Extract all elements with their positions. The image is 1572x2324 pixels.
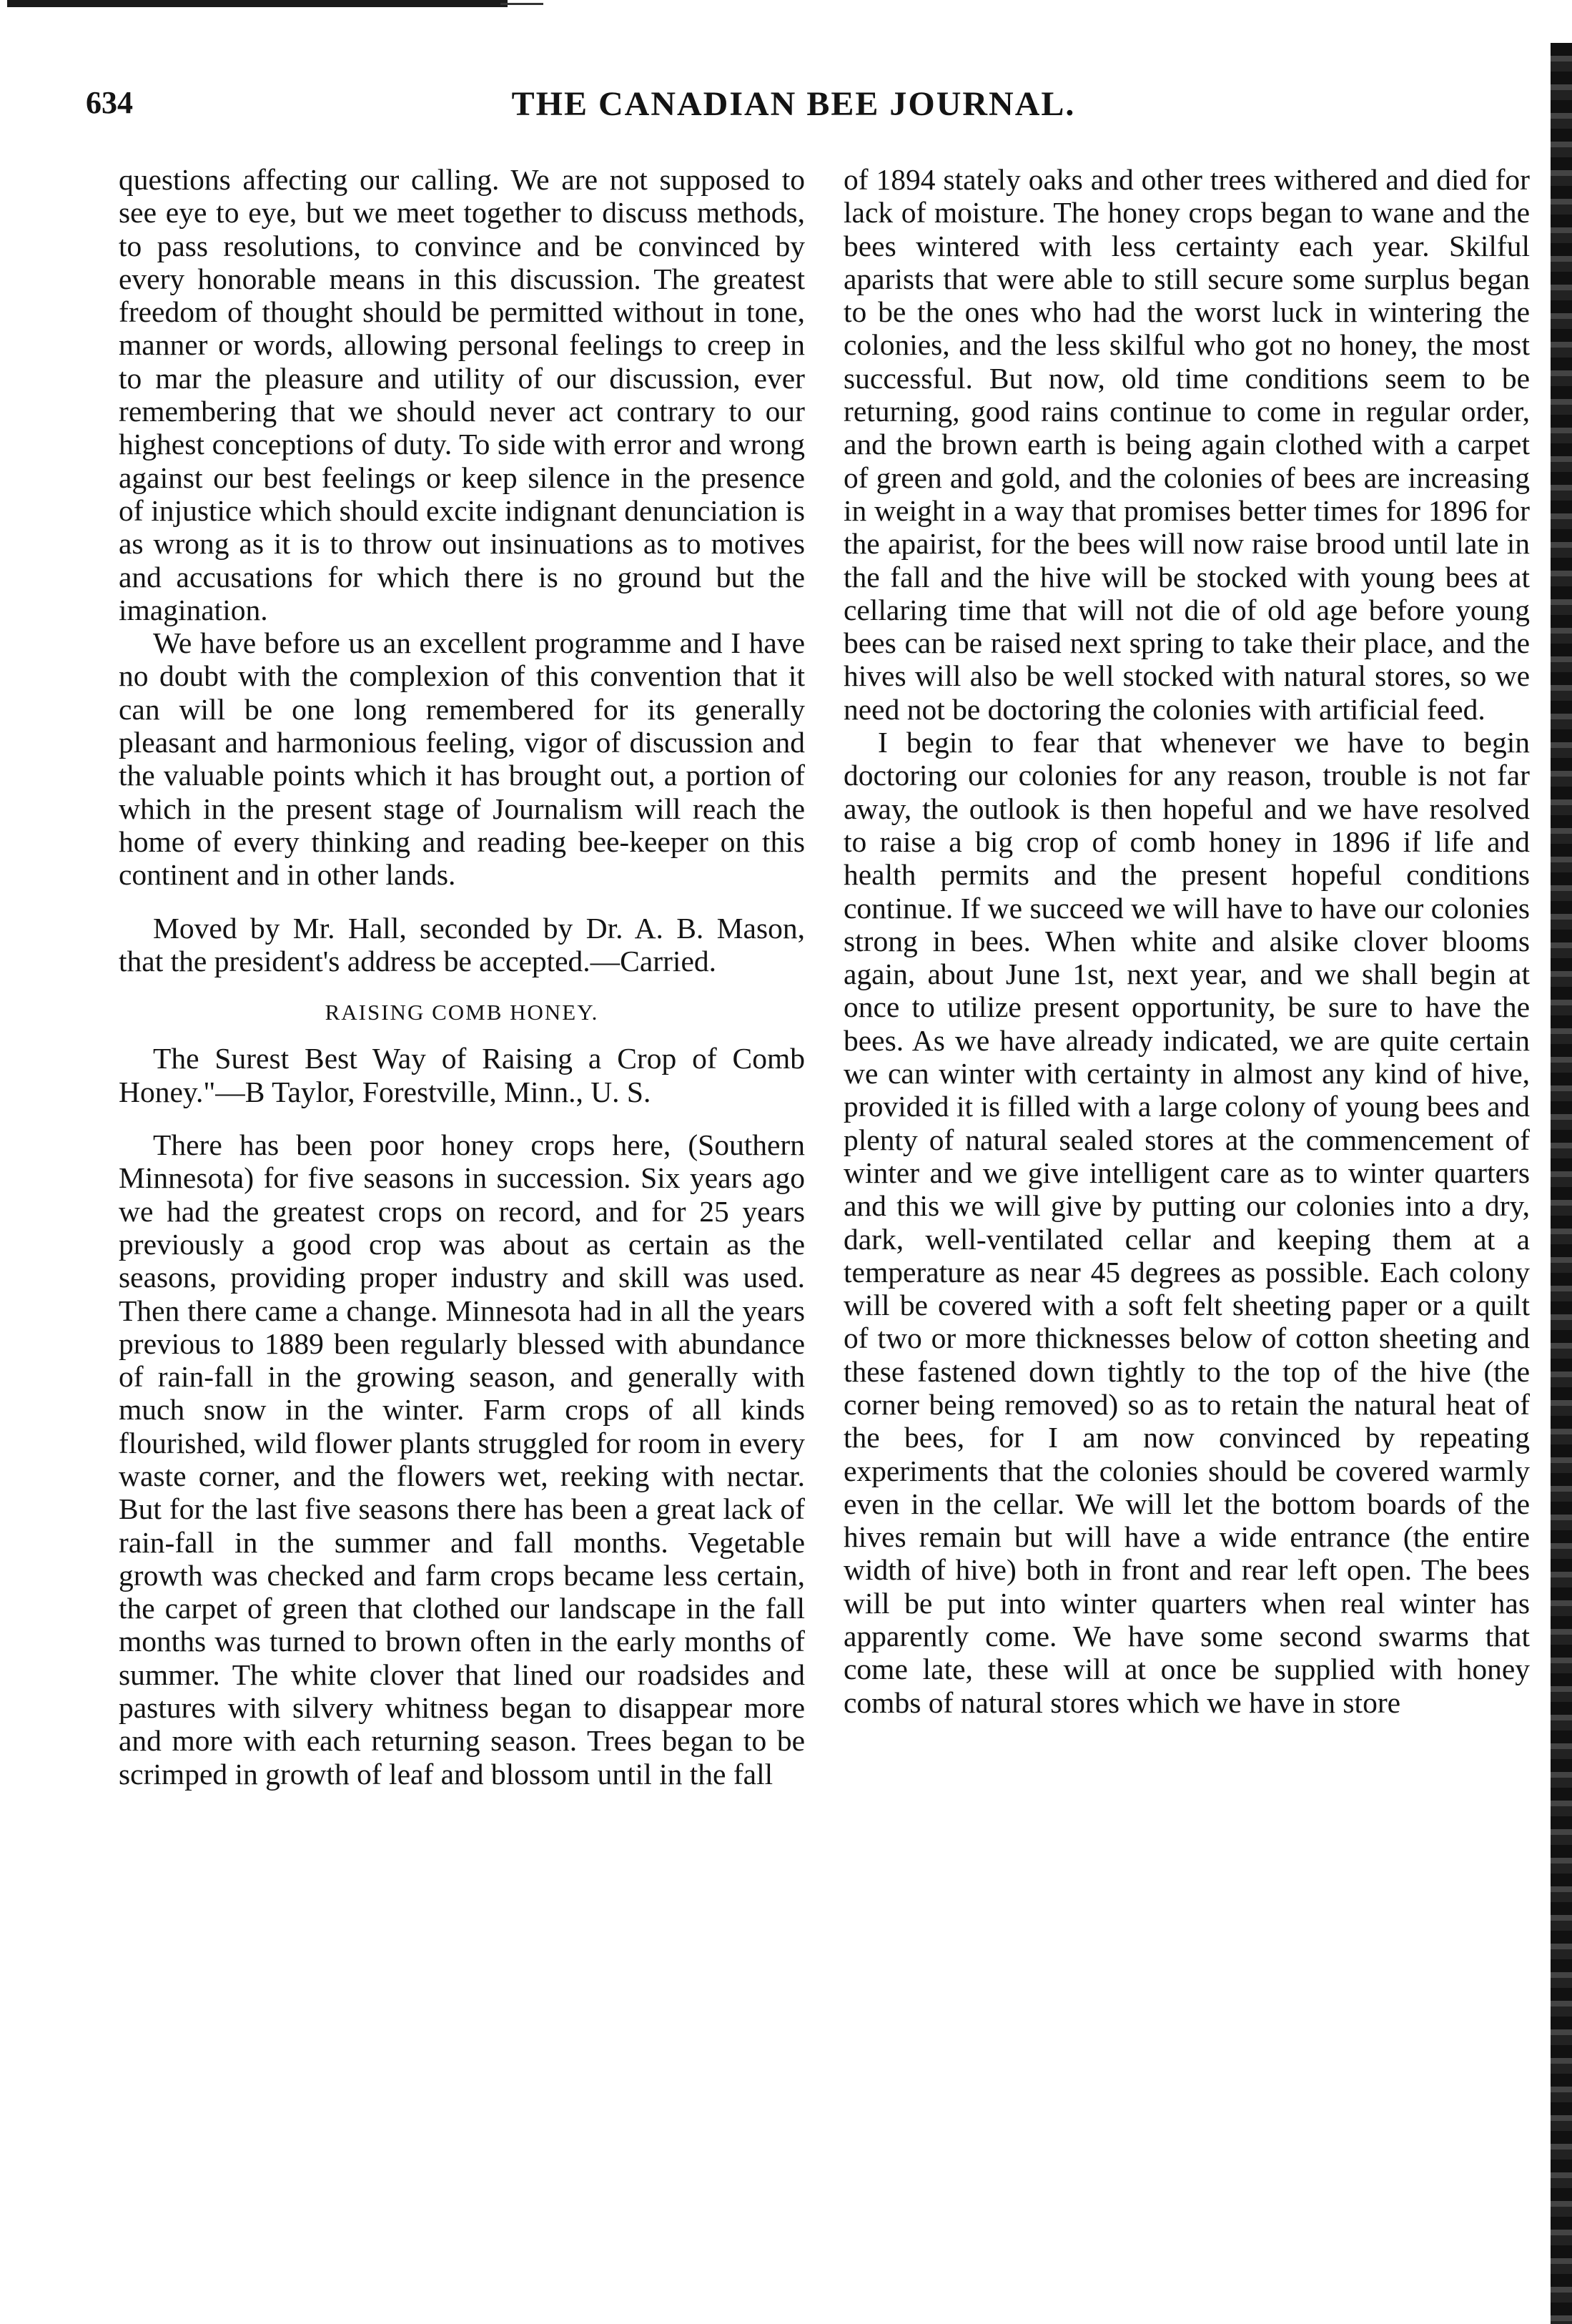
left-column: [119, 163, 805, 2280]
paragraph: I begin to fear that whenever we have to begin doctoring our colonies for any reason, trouble is not far away, the outlook is then hopeful and we have resolved to raise a big crop of comb honey in 1896 if life and health permits and the present hopeful conditions continue. If we succeed we will have to have our colonies strong in bees. When white and alsike clover blooms again, about June 1st, next year, and we shall begin at once to utilize present opportunity, be sure to have the bees. As we have already indicated, we are quite certain we can winter with certainty in almost any kind of hive, provided it is filled with a large colony of young bees and plenty of natural sealed stores at the commencement of winter and we give intelligent care as to winter quarters and this we will give by putting our colonies into a dry, dark, well-ventilated cellar and keeping them at a temperature as near 45 degrees as possible. Each colony will be covered with a soft felt sheeting paper or a quilt of two or more thicknesses below of cotton sheeting and these fastened down tightly to the top of the hive (the corner being removed) so as to retain the natural heat of the bees, for I am now convinced by repeating experiments that the colonies should be covered warmly even in the cellar. We will let the bottom boards of the hives remain but will have a wide entrance (the entire width of hive) both in front and rear left open. The bees will be put into winter quarters when real winter has apparently come. We have some second swarms that come late, these will at once be supplied with honey combs of natural stores which we have in store: [844, 726, 1530, 1719]
paragraph: We have before us an excellent programme and I have no doubt with the complexion of this convention that it can will be one long remembered for its generally pleasant and harmonious feeling, vigor of discussion and the valuable points which it has brought out, a portion of which in the present stage of Journalism will reach the home of every thinking and reading bee-keeper on this continent and in other lands.: [119, 626, 805, 892]
paragraph: There has been poor honey crops here, (Southern Minnesota) for five seasons in succession. Six years ago we had the greatest crops on record, and for 25 years previously a good crop was about as certain as the seasons, providing proper industry and skill was used. Then there came a change. Minnesota had in all the years previous to 1889 been regularly blessed with abundance of rain-fall in the growing season, and generally with much snow in the winter. Farm crops of all kinds flourished, wild flower plants struggled for room in every waste corner, and the flowers wet, reeking with nectar. But for the last five seasons there has been a great lack of rain-fall in the summer and fall months. Vegetable growth was checked and farm crops became less certain, the carpet of green that clothed our landscape in the fall months was turned to brown often in the early months of summer. The white clover that lined our roadsides and pastures with silvery whitness began to disappear more and more with each returning season. Trees began to be scrimped in growth of leaf and blossom until in the fall: [119, 1128, 805, 1791]
running-head: THE CANADIAN BEE JOURNAL.: [511, 85, 1076, 123]
page-number: 634: [86, 85, 133, 120]
top-border-rule-tail: [500, 3, 543, 5]
top-border-rule: [7, 0, 508, 7]
paragraph: questions affecting our calling. We are not supposed to see eye to eye, but we meet together to discuss methods, to pass resolutions, to convince and be convinced by every honorable means in this discussion. The greatest freedom of thought should be permitted without in tone, manner or words, allowing personal feelings to creep in to mar the pleasure and utility of our discussion, ever remembering that we should never act contrary to our highest conceptions of duty. To side with error and wrong against our best feelings or keep silence in the presence of injustice which should excite indignant denunciation is as wrong as it is to throw out insinuations as to motives and accusations for which there is no ground but the imagination.: [119, 163, 805, 626]
paragraph: of 1894 stately oaks and other trees withered and died for lack of moisture. The honey crops began to wane and the bees wintered with less certainty each year. Skilful aparists that were able to still secure some surplus began to be the ones who had the worst luck in wintering the colonies, and the less skilful who got no honey, the most successful. But now, old time conditions seem to be returning, good rains continue to come in regular order, and the brown earth is being again clothed with a carpet of green and gold, and the colonies of bees are increasing in weight in a way that promises better times for 1896 for the apairist, for the bees will now raise brood until late in the fall and the hive will be stocked with young bees at cellaring time that will not die of old age before young bees can be raised next spring to take their place, and the hives will also be well stocked with natural stores, so we need not be doctoring the colonies with artificial feed.: [844, 163, 1530, 726]
page-header: [86, 84, 1501, 127]
scan-edge-shadow: [1551, 43, 1572, 2324]
paragraph: Moved by Mr. Hall, seconded by Dr. A. B. Mason, that the president's address be accepted.—Carried.: [119, 911, 805, 978]
right-column: [844, 163, 1530, 2280]
paragraph: The Surest Best Way of Raising a Crop of Comb Honey."—B Taylor, Forestville, Minn., U. S.: [119, 1042, 805, 1108]
section-heading: RAISING COMB HONEY.: [325, 1000, 599, 1025]
